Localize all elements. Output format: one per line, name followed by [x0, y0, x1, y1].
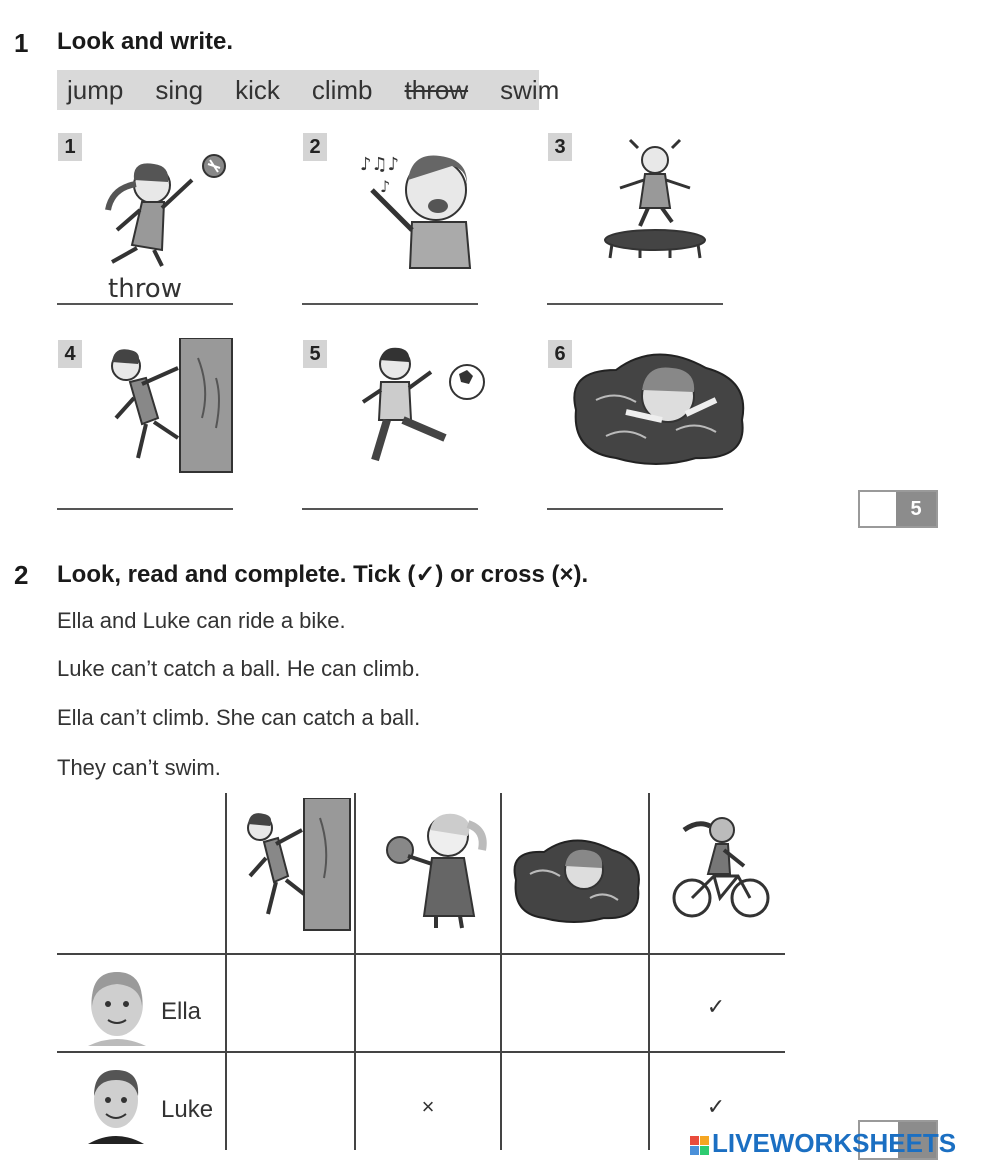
- section-1-title: Look and write.: [57, 28, 234, 55]
- swim-picture: [508, 830, 644, 926]
- word-bank-word: sing: [155, 74, 204, 105]
- sentence: Ella can’t climb. She can catch a ball.: [57, 705, 421, 730]
- score-input[interactable]: [860, 492, 896, 526]
- sentence: They can’t swim.: [57, 755, 221, 780]
- table-divider: [225, 793, 227, 1150]
- word-bank-word: jump: [67, 74, 124, 105]
- score-box: [858, 490, 938, 528]
- row-name-luke: Luke: [161, 1096, 214, 1123]
- girl-jumping-trampoline-picture: [600, 138, 710, 260]
- svg-text:♪: ♪: [380, 177, 391, 196]
- boy-swimming-picture: [566, 340, 750, 470]
- answer-line[interactable]: [547, 303, 723, 305]
- word-bank-word-crossed: throw: [404, 74, 469, 105]
- word-bank-word: kick: [235, 74, 280, 105]
- table-divider: [354, 793, 356, 1150]
- row-name-ella: Ella: [161, 998, 202, 1025]
- boy-climbing-tree-picture: [98, 338, 238, 474]
- table-divider: [648, 793, 650, 1150]
- catch-ball-picture: [364, 806, 492, 930]
- answer-cell[interactable]: ✓: [706, 1094, 726, 1119]
- ella-photo: [84, 966, 150, 1046]
- answer-cell[interactable]: ×: [421, 1094, 435, 1119]
- liveworksheets-watermark: [690, 1128, 956, 1159]
- answer-line[interactable]: [547, 508, 723, 510]
- score-max: 5: [896, 492, 936, 526]
- boy-kicking-ball-picture: [355, 342, 490, 468]
- answer-line[interactable]: [302, 303, 478, 305]
- section-2-number: 2: [14, 560, 29, 590]
- luke-photo: [86, 1064, 146, 1144]
- climb-picture: [236, 798, 351, 933]
- answer-line[interactable]: [57, 508, 233, 510]
- table-divider: [57, 953, 785, 955]
- item-number: 6: [548, 340, 572, 368]
- item-number: 5: [303, 340, 327, 368]
- table-divider: [57, 1051, 785, 1053]
- word-bank-word: swim: [500, 74, 560, 105]
- item-number: 3: [548, 133, 572, 161]
- girl-throwing-ball-picture: [92, 150, 237, 270]
- item-number: 2: [303, 133, 327, 161]
- liveworksheets-logo-icon: [690, 1136, 709, 1155]
- section-1-number: 1: [14, 28, 29, 58]
- sentence: Luke can’t catch a ball. He can climb.: [57, 656, 421, 681]
- word-bank: [57, 70, 560, 110]
- item-number: 1: [58, 133, 82, 161]
- word-bank-word: climb: [311, 74, 373, 105]
- svg-text:♪♫♪: ♪♫♪: [360, 154, 400, 175]
- table-divider: [500, 793, 502, 1150]
- item-number: 4: [58, 340, 82, 368]
- answer-line[interactable]: [302, 508, 478, 510]
- answer-text[interactable]: throw: [108, 274, 182, 304]
- section-2-title: Look, read and complete. Tick (✓) or cross (×).: [57, 561, 589, 588]
- boy-singing-picture: [352, 140, 482, 270]
- sentence: Ella and Luke can ride a bike.: [57, 608, 346, 633]
- watermark-text: LIVEWORKSHEETS: [712, 1128, 957, 1158]
- answer-line[interactable]: [57, 303, 233, 305]
- ride-bike-picture: [668, 812, 772, 920]
- answer-cell[interactable]: ✓: [706, 994, 726, 1019]
